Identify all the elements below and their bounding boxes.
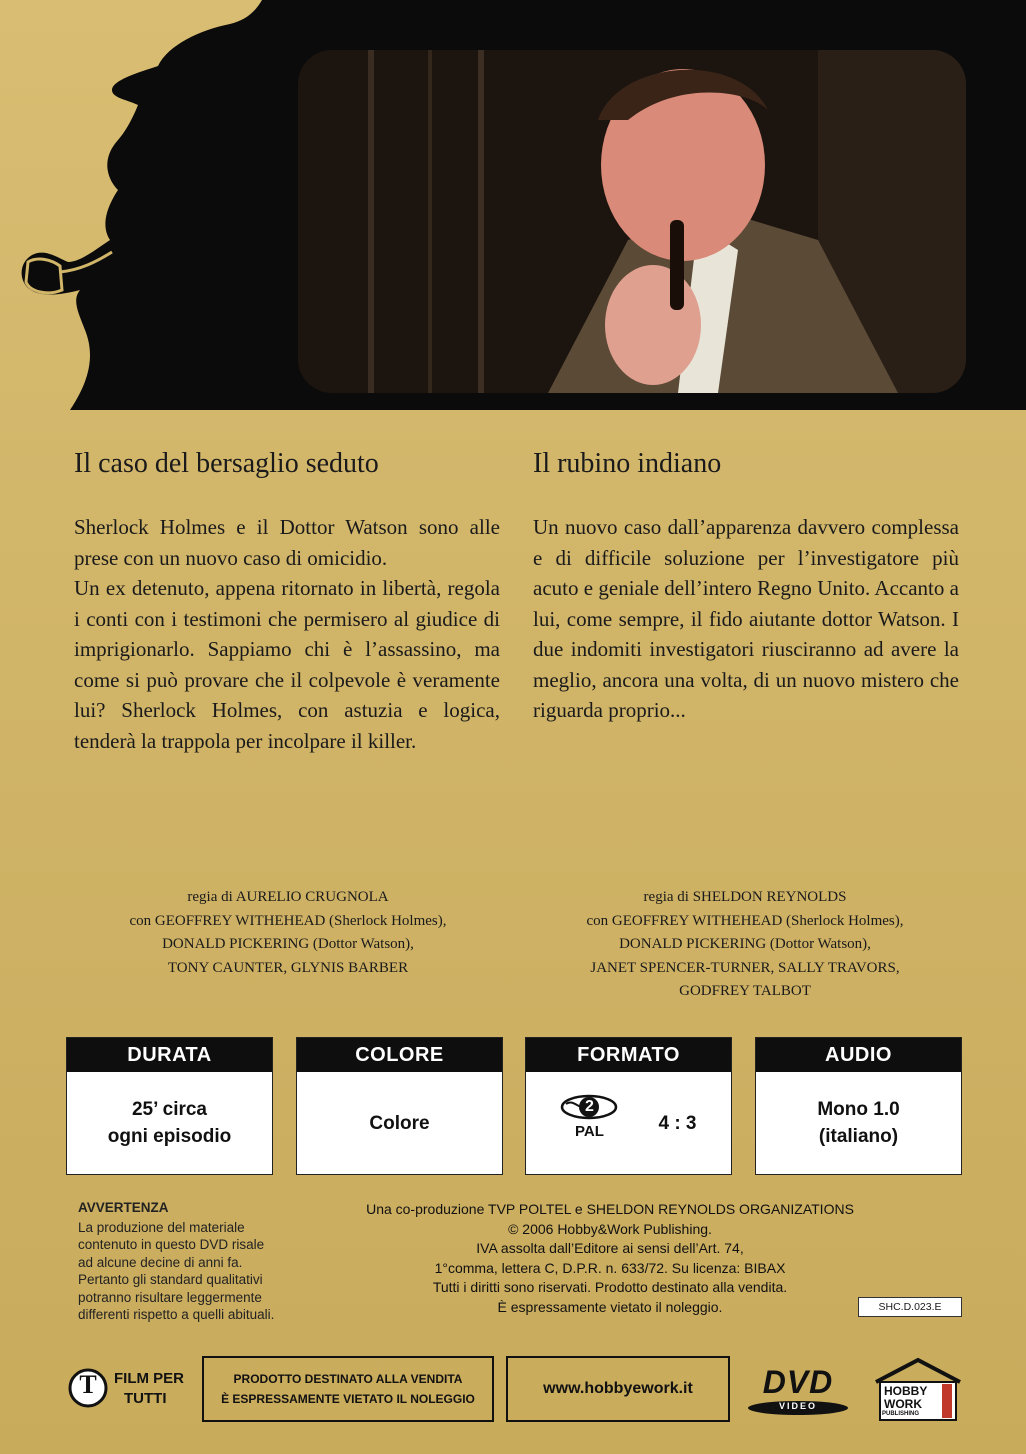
audio-line-1: Mono 1.0 [817,1099,900,1120]
website-box[interactable] [506,1356,730,1422]
publisher-line-2: WORK [884,1397,922,1411]
legal-notice [330,1200,890,1317]
left-credit-line: TONY CAUNTER, GLYNIS BARBER [167,959,409,976]
rating-line-2: TUTTI [124,1390,167,1407]
dvd-logo-text: DVD [762,1364,834,1400]
formato-label: FORMATO [526,1038,731,1072]
left-synopsis-paragraph-1: Sherlock Holmes e il Dottor Watson sono alle prese con un nuovo caso di omicidio. [74,515,500,570]
warning-title: AVVERTENZA [78,1200,169,1215]
video-system: PAL [575,1123,604,1140]
left-synopsis-paragraph-2: Un ex detenuto, appena ritornato in libertà, regola i conti con i testimoni che permisero al giudice di imprigionarlo. Sappiamo chi è l’assassino, ma come si può provare che il colpevole è veramente lui? Sherlock Holmes, con astuzia e logica, tenderà la trappola per incolpare il killer. [74,576,500,753]
durata-value [67,1072,272,1174]
warning-line: ad alcune decine di anni fa. [78,1254,243,1270]
dvd-video-logo [742,1364,854,1418]
right-synopsis-paragraph-1: Un nuovo caso dall’apparenza davvero complessa e di difficile soluzione per l’investigatore più acuto e geniale dell’intero Regno Unito. Accanto a lui, come sempre, il fido aiutante dottor Watson. I due indomiti investigatori riusciranno ad avere la meglio, ancora una volta, di un nuovo mistero che riguarda proprio... [533,515,959,722]
warning-line: La produzione del materiale [78,1219,245,1235]
warning-line: potranno risultare leggermente [78,1289,262,1305]
durata-line-2: ogni episodio [107,1126,232,1147]
right-credit-line: GODFREY TALBOT [679,983,811,999]
right-episode-synopsis [533,512,959,726]
region-code: 2 [585,1098,594,1115]
sale-notice-line-1: PRODOTTO DESTINATO ALLA VENDITA [233,1372,463,1386]
right-episode-title: Il rubino indiano [533,448,722,479]
product-code: SHC.D.023.E [858,1297,962,1317]
warning-notice [78,1199,310,1324]
rating-logo [68,1364,186,1414]
audio-line-2: (italiano) [818,1126,899,1147]
durata-label: DURATA [67,1038,272,1072]
left-episode-title: Il caso del bersaglio seduto [74,448,379,479]
left-credits [118,886,458,980]
audio-box [755,1037,962,1175]
legal-line: Una co-produzione TVP POLTEL e SHELDON REYNOLDS ORGANIZATIONS [366,1201,854,1217]
formato-box [525,1037,732,1175]
right-credit-line: regia di SHELDON REYNOLDS [643,889,847,905]
rating-letter: T [79,1370,97,1399]
colore-box [296,1037,503,1175]
warning-line: Pertanto gli standard qualitativi [78,1272,263,1287]
publisher-logo [872,1356,964,1422]
legal-line: © 2006 Hobby&Work Publishing. [508,1220,712,1237]
publisher-line-3: PUBLISHING [882,1411,920,1417]
legal-line: È espressamente vietato il noleggio. [497,1298,723,1315]
right-credits [570,886,920,1004]
silhouette-header [0,0,1026,410]
left-credit-line: con GEOFFREY WITHEHEAD (Sherlock Holmes), [129,912,447,929]
pipe-icon [26,259,62,293]
legal-line: Tutti i diritti sono riservati. Prodotto destinato alla vendita. [432,1279,788,1295]
right-credit-line: DONALD PICKERING (Dottor Watson), [619,936,871,952]
colore-label: COLORE [297,1038,502,1072]
dvd-logo-subtext: VIDEO [778,1401,817,1411]
aspect-ratio: 4 : 3 [658,1112,697,1134]
left-credit-line: regia di AURELIO CRUGNOLA [187,889,389,905]
warning-line: contenuto in questo DVD risale [78,1237,265,1252]
region-pal-logo [560,1094,618,1152]
publisher-line-1: HOBBY [884,1384,928,1398]
right-credit-line: JANET SPENCER-TURNER, SALLY TRAVORS, [590,959,900,976]
rating-line-1: FILM PER [114,1370,184,1387]
left-episode-synopsis [74,512,500,756]
formato-value [526,1072,731,1174]
audio-value [756,1072,961,1174]
sale-notice-line-2: È ESPRESSAMENTE VIETATO IL NOLEGGIO [221,1392,475,1406]
website-link[interactable]: www.hobbyework.it [543,1380,693,1397]
legal-line: IVA assolta dall’Editore ai sensi dell’Art. 74, [476,1240,744,1256]
warning-line: differenti rispetto a quelli abituali. [78,1307,275,1322]
durata-box [66,1037,273,1175]
right-credit-line: con GEOFFREY WITHEHEAD (Sherlock Holmes), [586,912,904,929]
episode-still-photo [298,50,966,393]
colore-value: Colore [369,1112,430,1134]
durata-line-1: 25’ circa [131,1099,208,1120]
sale-notice-box [202,1356,494,1422]
left-credit-line: DONALD PICKERING (Dottor Watson), [162,936,414,952]
audio-label: AUDIO [756,1038,961,1072]
legal-line: 1°comma, lettera C, D.P.R. n. 633/72. Su licenza: BIBAX [434,1259,786,1276]
